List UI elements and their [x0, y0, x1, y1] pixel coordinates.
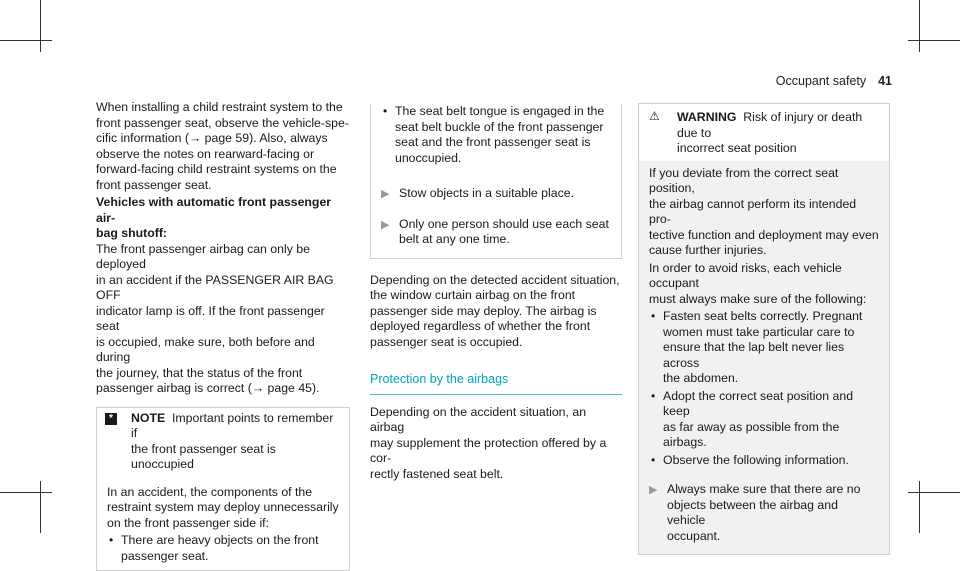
action-step: [649, 482, 879, 544]
text-line: The front passenger airbag can only be deployed: [96, 242, 310, 272]
text-line: seat and the front passenger seat is: [395, 135, 591, 149]
crop-mark: [908, 40, 960, 41]
text-line: Vehicles with automatic front passenger air-: [96, 195, 331, 225]
subheading: [96, 195, 350, 242]
action-step: [381, 217, 611, 248]
action-text: Stow objects in a suitable place.: [399, 186, 574, 203]
text-line: bag shutoff:: [96, 226, 167, 240]
text-line: Important points to remember if: [131, 411, 333, 441]
bullet-icon: [649, 389, 663, 451]
list-item: [649, 309, 879, 387]
note-label: NOTE: [131, 411, 165, 425]
crop-mark: [908, 492, 960, 493]
text-line: cause further injuries.: [649, 243, 767, 257]
list-item: [107, 533, 339, 564]
crop-mark: [40, 481, 41, 533]
action-arrow-icon: ▶: [381, 217, 399, 248]
text-line: Adopt the correct seat position and keep: [663, 389, 853, 419]
text-line: the airbag cannot perform its intended pro-: [649, 197, 856, 227]
text-line: There are heavy objects on the front: [121, 533, 319, 547]
text-line: as far away as possible from the airbags.: [663, 420, 839, 450]
list-item-text: [663, 389, 879, 451]
text-line: occupant.: [667, 529, 720, 543]
list-item-text: Observe the following information.: [663, 453, 849, 469]
column-1: [96, 100, 350, 571]
text-line: Depending on the detected accident situation,: [370, 273, 620, 287]
section-heading: Protection by the airbags: [370, 372, 622, 395]
text-line: belt at any one time.: [399, 232, 510, 246]
text-line: passenger side may deploy. The airbag is: [370, 304, 596, 318]
warning-title: [677, 110, 879, 157]
action-text: [399, 217, 609, 248]
bullet-icon: [107, 533, 121, 564]
text-line: tective function and deployment may even: [649, 228, 879, 242]
page-number: 41: [878, 74, 892, 88]
list-item-text: [121, 533, 319, 564]
crop-mark: [919, 481, 920, 533]
action-step: [381, 186, 611, 203]
warning-header: [639, 104, 889, 161]
text-line: women must take particular care to: [663, 325, 854, 339]
note-icon: *: [105, 413, 117, 425]
text-line: seat belt buckle of the front passenger: [395, 120, 604, 134]
list-item: [649, 389, 879, 451]
action-text: [667, 482, 879, 544]
note-title: [131, 411, 341, 473]
text-line: passenger seat is occupied.: [370, 335, 522, 349]
note-continuation: [370, 104, 622, 259]
list-item-text: [395, 104, 604, 166]
column-2: [370, 104, 622, 482]
text-line: forward-facing child restraint systems on the: [96, 162, 337, 176]
bullet-icon: [381, 104, 395, 166]
text-line: the journey, that the status of the front: [96, 366, 302, 380]
list-item: [381, 104, 611, 166]
warning-label: WARNING: [677, 110, 736, 124]
action-arrow-icon: ▶: [649, 482, 667, 544]
text-line: ensure that the lap belt never lies across: [663, 340, 844, 370]
crop-mark: [919, 0, 920, 52]
text-line: front passenger seat.: [96, 178, 212, 192]
text-line: Only one person should use each seat: [399, 217, 609, 231]
note-box: [96, 407, 350, 571]
text-line: Fasten seat belts correctly. Pregnant: [663, 309, 862, 323]
list-item: [649, 453, 879, 469]
text-line: If you deviate from the correct seat position,: [649, 166, 838, 196]
text-line: Depending on the accident situation, an airbag: [370, 405, 586, 435]
text-line: The seat belt tongue is engaged in the: [395, 104, 604, 118]
warning-box: [638, 103, 890, 555]
text-line: indicator lamp is off. If the front passenger seat: [96, 304, 325, 334]
text-line: deployed regardless of whether the front: [370, 319, 590, 333]
warning-triangle-icon: ⚠: [649, 109, 663, 157]
text-line: in an accident if the PASSENGER AIR BAG OFF: [96, 273, 334, 303]
text-line: may supplement the protection offered by a cor-: [370, 436, 606, 466]
protection-paragraph: [370, 405, 622, 483]
text-line: In an accident, the components of the: [107, 485, 312, 499]
text-line: the abdomen.: [663, 371, 738, 385]
bullet-icon: [649, 309, 663, 387]
crop-mark: [0, 40, 52, 41]
page-header: [776, 74, 892, 88]
warning-body: [639, 161, 889, 555]
column-3: [638, 103, 890, 555]
text-line: rectly fastened seat belt.: [370, 467, 503, 481]
text-line: Risk of injury or death due to: [677, 110, 862, 140]
action-arrow-icon: ▶: [381, 186, 399, 203]
text-line: In order to avoid risks, each vehicle occupant: [649, 261, 842, 291]
text-line: incorrect seat position: [677, 141, 797, 155]
crop-mark: [0, 492, 52, 493]
intro-paragraph: [96, 100, 350, 193]
warning-paragraph: [649, 261, 879, 308]
note-body: [97, 479, 349, 571]
text-line: on the front passenger side if:: [107, 516, 269, 530]
text-line: the front passenger seat is unoccupied: [131, 442, 276, 472]
airbag-paragraph: [96, 242, 350, 397]
bullet-icon: [649, 453, 663, 469]
text-line: observe the notes on rearward-facing or: [96, 147, 314, 161]
text-line: Always make sure that there are no: [667, 482, 860, 496]
text-line: front passenger seat, observe the vehicle-spe-: [96, 116, 349, 130]
text-line: unoccupied.: [395, 151, 461, 165]
text-line: passenger seat.: [121, 549, 209, 563]
list-item-text: [663, 309, 879, 387]
text-line: When installing a child restraint system to the: [96, 100, 343, 114]
text-line: cific information (→ page 59). Also, always: [96, 131, 328, 145]
text-line: passenger airbag is correct (→ page 45).: [96, 381, 320, 395]
text-line: must always make sure of the following:: [649, 292, 866, 306]
text-line: the window curtain airbag on the front: [370, 288, 575, 302]
text-line: is occupied, make sure, both before and during: [96, 335, 315, 365]
crop-mark: [40, 0, 41, 52]
note-header: [97, 407, 349, 479]
section-name: Occupant safety: [776, 74, 866, 88]
curtain-airbag-paragraph: [370, 273, 622, 351]
text-line: restraint system may deploy unnecessarily: [107, 500, 339, 514]
warning-paragraph: [649, 166, 879, 259]
text-line: objects between the airbag and vehicle: [667, 498, 838, 528]
